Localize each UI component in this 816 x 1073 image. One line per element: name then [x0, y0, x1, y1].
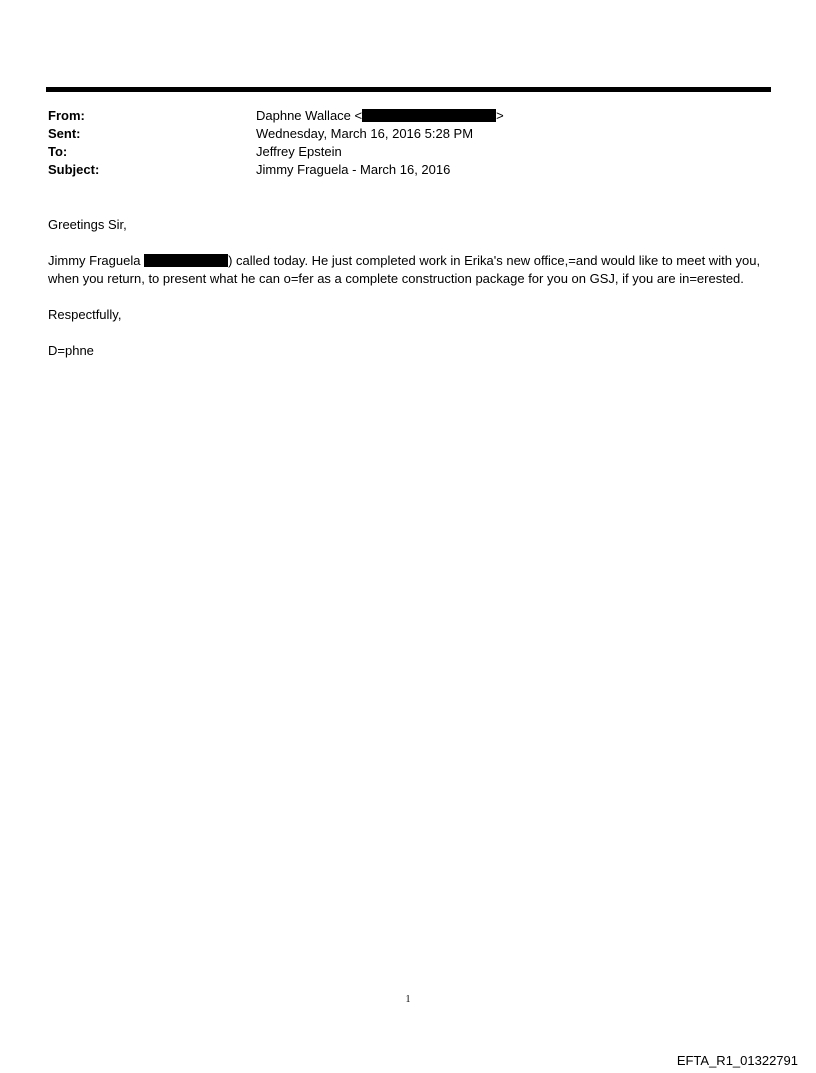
sent-label: Sent: [48, 126, 81, 141]
closing: Respectfully, [48, 307, 122, 322]
subject-label: Subject: [48, 162, 100, 177]
document-id: EFTA_R1_01322791 [676, 1053, 798, 1068]
redacted-phone [144, 254, 228, 267]
to-row [48, 143, 748, 161]
sender-name: Daphne Wallace [256, 108, 351, 123]
redacted-email [362, 109, 496, 122]
page-number: 1 [405, 994, 411, 1005]
email-close-bracket: > [496, 108, 504, 123]
message-paragraph [48, 252, 773, 288]
signature: D=phne [48, 343, 94, 358]
email-open-bracket: < [354, 108, 363, 123]
subject-value: Jimmy Fraguela - March 16, 2016 [256, 162, 451, 177]
subject-row [48, 161, 748, 179]
email-header [48, 107, 748, 179]
to-value: Jeffrey Epstein [256, 144, 342, 159]
sent-row [48, 125, 748, 143]
paragraph-rest: ) called today. He just completed work in Erika's new office,=and would like to meet with you, when you return, to present what he can o=fer as a complete construction package for you on GSJ, if you are in=erested. [48, 253, 761, 286]
from-label: From: [48, 108, 85, 123]
sent-value: Wednesday, March 16, 2016 5:28 PM [256, 126, 474, 141]
from-row [48, 107, 748, 125]
paragraph-start: Jimmy Fraguela [48, 253, 141, 268]
email-body [48, 216, 773, 378]
greeting: Greetings Sir, [48, 217, 127, 232]
to-label: To: [48, 144, 68, 159]
from-value [256, 107, 504, 125]
header-rule [46, 87, 771, 92]
